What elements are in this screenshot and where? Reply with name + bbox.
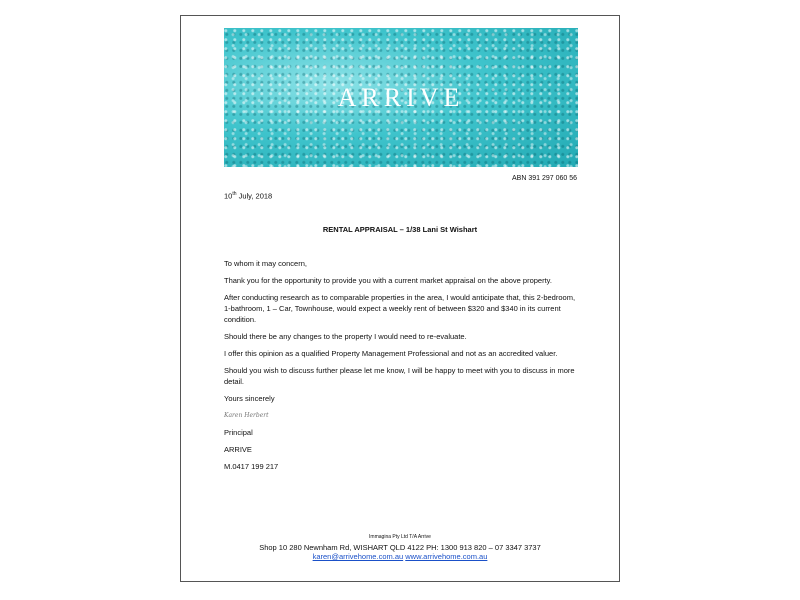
letter-footer	[181, 534, 619, 561]
letter-date	[224, 191, 272, 201]
footer-company: Immagina Pty Ltd T/A Arrive	[369, 534, 431, 540]
signoff: Yours sincerely	[224, 394, 275, 403]
letter-body	[224, 258, 578, 478]
abn-number: ABN 391 297 060 56	[512, 175, 577, 182]
body-paragraph: After conducting research as to comparable properties in the area, I would anticipate that, this 2-bedroom, 1-bathroom, 1 – Car, Townhouse, would expect a weekly rent of between $320 and $340 in its current condition.	[224, 293, 576, 324]
date-day: 10	[224, 191, 233, 201]
body-paragraph: Should you wish to discuss further please let me know, I will be happy to meet with you to discuss in more detail.	[224, 366, 575, 386]
signer-title: Principal	[224, 428, 253, 437]
signer-company: ARRIVE	[224, 445, 252, 454]
salutation: To whom it may concern,	[224, 259, 307, 268]
date-suffix: th	[232, 191, 237, 197]
brand-banner	[224, 28, 578, 167]
signature: Karen Herbert	[224, 412, 269, 419]
date-rest: July, 2018	[236, 191, 273, 201]
body-paragraph: Thank you for the opportunity to provide you with a current market appraisal on the above property.	[224, 276, 552, 285]
body-paragraph: I offer this opinion as a qualified Property Management Professional and not as an accredited valuer.	[224, 349, 558, 358]
signer-mobile: M.0417 199 217	[224, 462, 279, 471]
letter-page	[180, 15, 620, 582]
letter-subject: RENTAL APPRAISAL – 1/38 Lani St Wishart	[322, 225, 478, 234]
body-paragraph: Should there be any changes to the property I would need to re-evaluate.	[224, 332, 467, 341]
footer-address: Shop 10 280 Newnham Rd, WISHART QLD 4122 PH: 1300 913 820 – 07 3347 3737	[259, 543, 541, 552]
footer-links	[181, 552, 619, 561]
email-link[interactable]: karen@arrivehome.com.au	[312, 552, 404, 561]
website-link[interactable]: www.arrivehome.com.au	[405, 552, 488, 561]
banner-logo-text: ARRIVE	[337, 82, 465, 112]
